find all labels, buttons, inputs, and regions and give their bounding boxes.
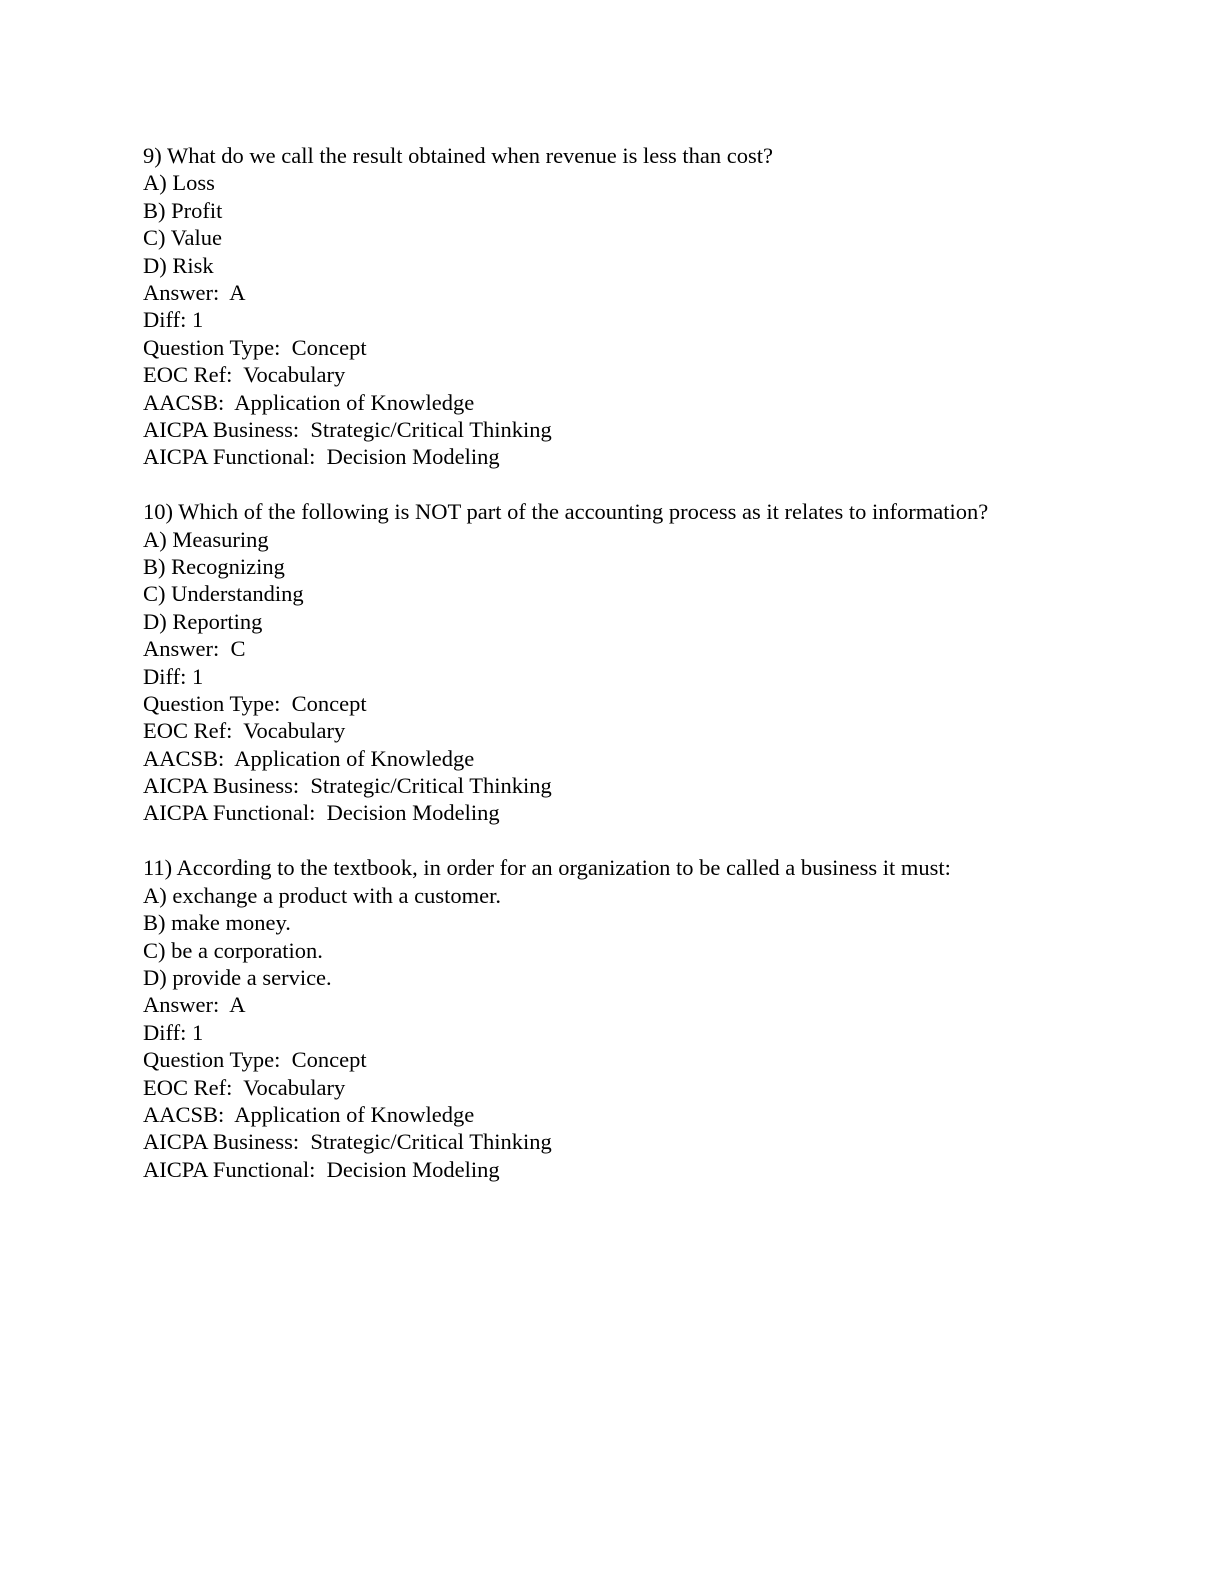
question-stem: 10) Which of the following is NOT part of the accounting process as it relates to information? xyxy=(143,499,989,525)
question-type: Question Type: Concept xyxy=(143,690,367,716)
answer-choice: D) Risk xyxy=(143,252,214,278)
aicpa-business-tag: AICPA Business: Strategic/Critical Thinking xyxy=(143,1129,552,1155)
answer-choice: B) make money. xyxy=(143,910,291,936)
answer-key: Answer: C xyxy=(143,636,246,662)
answer-choice: C) be a corporation. xyxy=(143,937,323,963)
difficulty: Diff: 1 xyxy=(143,663,204,689)
question-stem: 9) What do we call the result obtained when revenue is less than cost? xyxy=(143,143,774,168)
answer-key: Answer: A xyxy=(143,992,246,1018)
question-type: Question Type: Concept xyxy=(143,334,367,360)
aicpa-business-tag: AICPA Business: Strategic/Critical Thinking xyxy=(143,773,552,799)
aicpa-functional-tag: AICPA Functional: Decision Modeling xyxy=(143,800,500,826)
eoc-ref: EOC Ref: Vocabulary xyxy=(143,1074,346,1100)
eoc-ref: EOC Ref: Vocabulary xyxy=(143,718,346,744)
aacsb-tag: AACSB: Application of Knowledge xyxy=(143,745,475,771)
difficulty: Diff: 1 xyxy=(143,307,204,333)
question-block xyxy=(143,854,1143,1183)
answer-choice: C) Understanding xyxy=(143,581,304,607)
eoc-ref: EOC Ref: Vocabulary xyxy=(143,362,346,388)
difficulty: Diff: 1 xyxy=(143,1019,204,1045)
aacsb-tag: AACSB: Application of Knowledge xyxy=(143,1101,475,1127)
answer-choice: B) Recognizing xyxy=(143,553,285,579)
answer-choice: A) exchange a product with a customer. xyxy=(143,882,502,908)
aicpa-functional-tag: AICPA Functional: Decision Modeling xyxy=(143,444,500,470)
answer-key: Answer: A xyxy=(143,279,246,305)
answer-choice: C) Value xyxy=(143,225,222,251)
answer-choice: A) Loss xyxy=(143,170,215,196)
question-list xyxy=(143,142,1143,1211)
question-block xyxy=(143,142,1143,471)
answer-choice: A) Measuring xyxy=(143,526,269,552)
answer-choice: B) Profit xyxy=(143,197,223,223)
answer-choice: D) provide a service. xyxy=(143,964,332,990)
aicpa-functional-tag: AICPA Functional: Decision Modeling xyxy=(143,1156,500,1182)
question-stem: 11) According to the textbook, in order for an organization to be called a business it must: xyxy=(143,855,951,881)
aacsb-tag: AACSB: Application of Knowledge xyxy=(143,389,475,415)
answer-choice: D) Reporting xyxy=(143,608,263,634)
aicpa-business-tag: AICPA Business: Strategic/Critical Thinking xyxy=(143,416,552,442)
question-type: Question Type: Concept xyxy=(143,1047,367,1073)
question-block xyxy=(143,498,1143,827)
